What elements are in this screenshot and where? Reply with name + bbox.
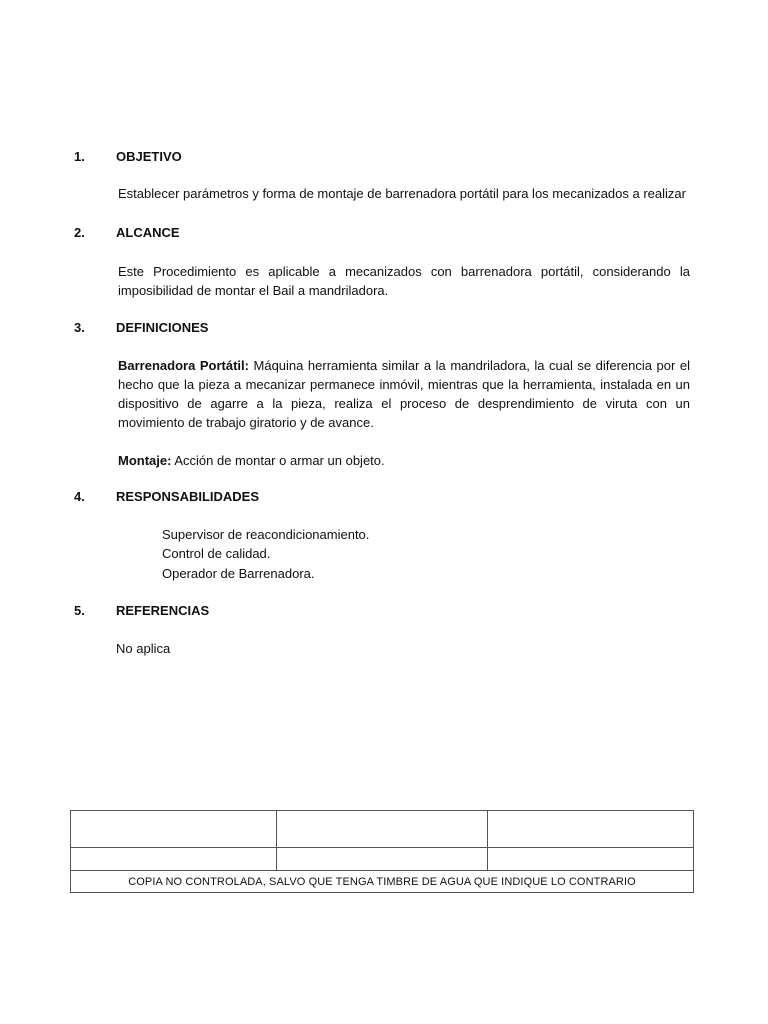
table-row	[71, 811, 694, 848]
section-number: 2.	[74, 225, 85, 240]
section-title: RESPONSABILIDADES	[116, 489, 260, 504]
definition-text: Máquina herramienta similar a la mandriladora, la cual se diferencia por el hecho que la pieza a mecanizar permanece inmóvil, mientras que la herramienta, instalada en un dispositivo de agarre a la pieza, realiza el proceso de desprendimiento de viruta con un movimiento de trabajo giratorio y de avance.	[118, 358, 690, 430]
table-row	[71, 848, 694, 871]
list-item: Supervisor de reacondicionamiento.	[162, 527, 370, 542]
list-item: Operador de Barrenadora.	[162, 566, 315, 581]
section-number: 1.	[74, 149, 85, 164]
table-cell	[71, 848, 277, 871]
section-title: OBJETIVO	[116, 149, 182, 164]
section-title: REFERENCIAS	[116, 603, 210, 618]
section-number: 4.	[74, 489, 85, 504]
definition-paragraph	[118, 451, 690, 470]
table-cell	[276, 848, 488, 871]
definition-term: Barrenadora Portátil:	[118, 358, 249, 373]
section-paragraph: Este Procedimiento es aplicable a mecanizados con barrenadora portátil, considerando la imposibilidad de montar el Bail a mandriladora.	[118, 264, 690, 298]
table-row	[71, 871, 694, 893]
definition-paragraph	[118, 356, 690, 432]
section-paragraph: No aplica	[116, 641, 171, 656]
table-cell	[488, 811, 694, 848]
section-paragraph: Establecer parámetros y forma de montaje de barrenadora portátil para los mecanizados a realizar	[118, 186, 686, 201]
table-cell	[276, 811, 488, 848]
section-title: DEFINICIONES	[116, 320, 209, 335]
section-number: 3.	[74, 320, 85, 335]
uncontrolled-copy-notice: COPIA NO CONTROLADA, SALVO QUE TENGA TIMBRE DE AGUA QUE INDIQUE LO CONTRARIO	[71, 871, 694, 893]
table-cell	[488, 848, 694, 871]
control-table	[70, 810, 694, 893]
section-number: 5.	[74, 603, 85, 618]
definition-term: Montaje:	[118, 453, 172, 468]
definition-text: Acción de montar o armar un objeto.	[171, 453, 385, 468]
section-title: ALCANCE	[116, 225, 180, 240]
list-item: Control de calidad.	[162, 546, 271, 561]
table-cell	[71, 811, 277, 848]
